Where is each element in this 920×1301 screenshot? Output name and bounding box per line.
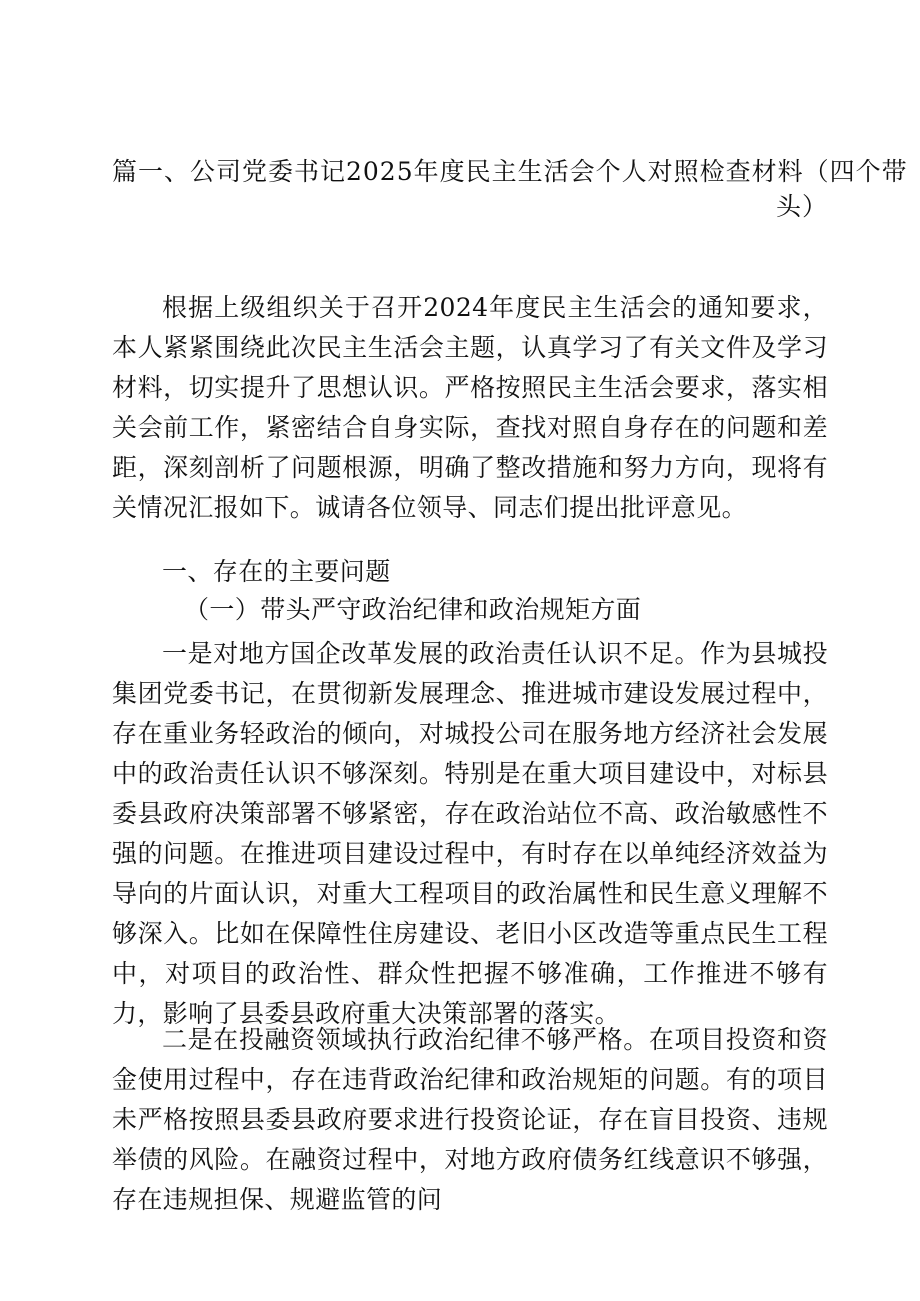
intro-paragraph: 根据上级组织关于召开2024年度民主生活会的通知要求，本人紧紧围绕此次民主生活会主题，认真学习了有关文件及学习材料，切实提升了思想认识。严格按照民主生活会要求，落实相关会前工作，紧密结合自身实际，查找对照自身存在的问题和差距，深刻剖析了问题根源，明确了整改措施和努力方向，现将有关情况汇报如下。诚请各位领导、同志们提出批评意见。 (112, 293, 828, 522)
section-heading: 一、存在的主要问题 (162, 557, 391, 586)
document-title-line-2: 头） (775, 192, 828, 221)
document-title-line-1: 篇一、公司党委书记2025年度民主生活会个人对照检查材料（四个带 (112, 157, 908, 186)
body-paragraph-two: 二是在投融资领域执行政治纪律不够严格。在项目投资和资金使用过程中，存在违背政治纪律和政治规矩的问题。有的项目未严格按照县委县政府要求进行投资论证，存在盲目投资、违规举债的风险。在融资过程中，对地方政府债务红线意识不够强，存在违规担保、规避监管的问 (112, 1025, 828, 1214)
intro-block (112, 288, 828, 528)
subsection-heading-block (112, 590, 828, 630)
paragraph-one-block (112, 634, 828, 1034)
paragraph-two-block (112, 1020, 828, 1220)
document-title (112, 154, 908, 224)
body-paragraph-one: 一是对地方国企改革发展的政治责任认识不足。作为县城投集团党委书记，在贯彻新发展理念、推进城市建设发展过程中，存在重业务轻政治的倾向，对城投公司在服务地方经济社会发展中的政治责任认识不够深刻。特别是在重大项目建设中，对标县委县政府决策部署不够紧密，存在政治站位不高、政治敏感性不强的问题。在推进项目建设过程中，有时存在以单纯经济效益为导向的片面认识，对重大工程项目的政治属性和民生意义理解不够深入。比如在保障性住房建设、老旧小区改造等重点民生工程中，对项目的政治性、群众性把握不够准确，工作推进不够有力，影响了县委县政府重大决策部署的落实。 (112, 639, 828, 1028)
subsection-heading: （一）带头严守政治纪律和政治规矩方面 (184, 595, 642, 624)
section-heading-block (112, 552, 828, 592)
